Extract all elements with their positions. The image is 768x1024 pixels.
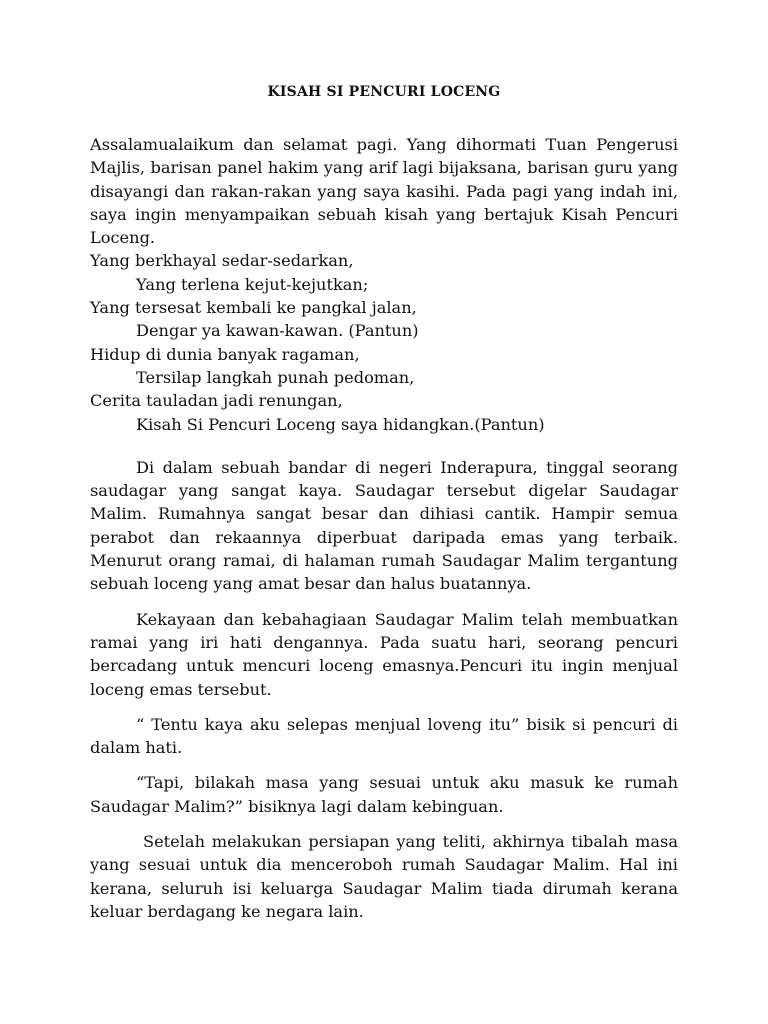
pantun-1-line-3: Yang tersesat kembali ke pangkal jalan, xyxy=(90,298,417,318)
page-title: KISAH SI PENCURI LOCENG xyxy=(267,84,501,100)
pantun-1-line-2: Yang terlena kejut-kejutkan; xyxy=(136,274,369,294)
pantun-1-line-4: Dengar ya kawan-kawan. (Pantun) xyxy=(136,321,419,341)
pantun-1-line-1: Yang berkhayal sedar-sedarkan, xyxy=(90,251,354,271)
pantun-2-line-3: Cerita tauladan jadi renungan, xyxy=(90,391,343,411)
story-paragraph-5: Setelah melakukan persiapan yang teliti, akhirnya tibalah masa yang sesuai untuk dia menceroboh rumah Saudagar Malim. Hal ini kerana, seluruh isi keluarga Saudagar Malim tiada dirumah kerana keluar berdagang ke negara lain. xyxy=(90,832,678,921)
pantun-2 xyxy=(90,343,678,436)
story-paragraph-3: “ Tentu kaya aku selepas menjual loveng itu” bisik si pencuri di dalam hati. xyxy=(90,714,678,758)
story-paragraph-4: “Tapi, bilakah masa yang sesuai untuk aku masuk ke rumah Saudagar Malim?” bisiknya lagi dalam kebinguan. xyxy=(90,773,678,816)
pantun-2-line-1: Hidup di dunia banyak ragaman, xyxy=(90,344,360,364)
intro-paragraph: Assalamualaikum dan selamat pagi. Yang dihormati Tuan Pengerusi Majlis, barisan panel hakim yang arif lagi bijaksana, barisan guru yang disayangi dan rakan-rakan yang saya kasihi. Pada pagi yang indah ini, saya ingin menyampaikan sebuah kisah yang bertajuk Kisah Pencuri Loceng. xyxy=(90,135,678,248)
pantun-2-line-2: Tersilap langkah punah pedoman, xyxy=(136,367,415,387)
pantun-1 xyxy=(90,249,678,342)
story-paragraph-1: Di dalam sebuah bandar di negeri Inderapura, tinggal seorang saudagar yang sangat kaya. Saudagar tersebut digelar Saudagar Malim. Rumahnya sangat besar dan dihiasi cantik. Hampir semua perabot dan rekaannya diperbuat daripada emas yang terbaik. Menurut orang ramai, di halaman rumah Saudagar Malim tergantung sebuah loceng yang amat besar dan halus buatannya. xyxy=(90,457,678,594)
story-paragraph-2: Kekayaan dan kebahagiaan Saudagar Malim telah membuatkan ramai yang iri hati dengannya. Pada suatu hari, seorang pencuri bercadang untuk mencuri loceng emasnya.Pencuri itu ingin menjual loceng emas tersebut. xyxy=(90,609,678,699)
pantun-2-line-4: Kisah Si Pencuri Loceng saya hidangkan.(Pantun) xyxy=(136,414,545,434)
